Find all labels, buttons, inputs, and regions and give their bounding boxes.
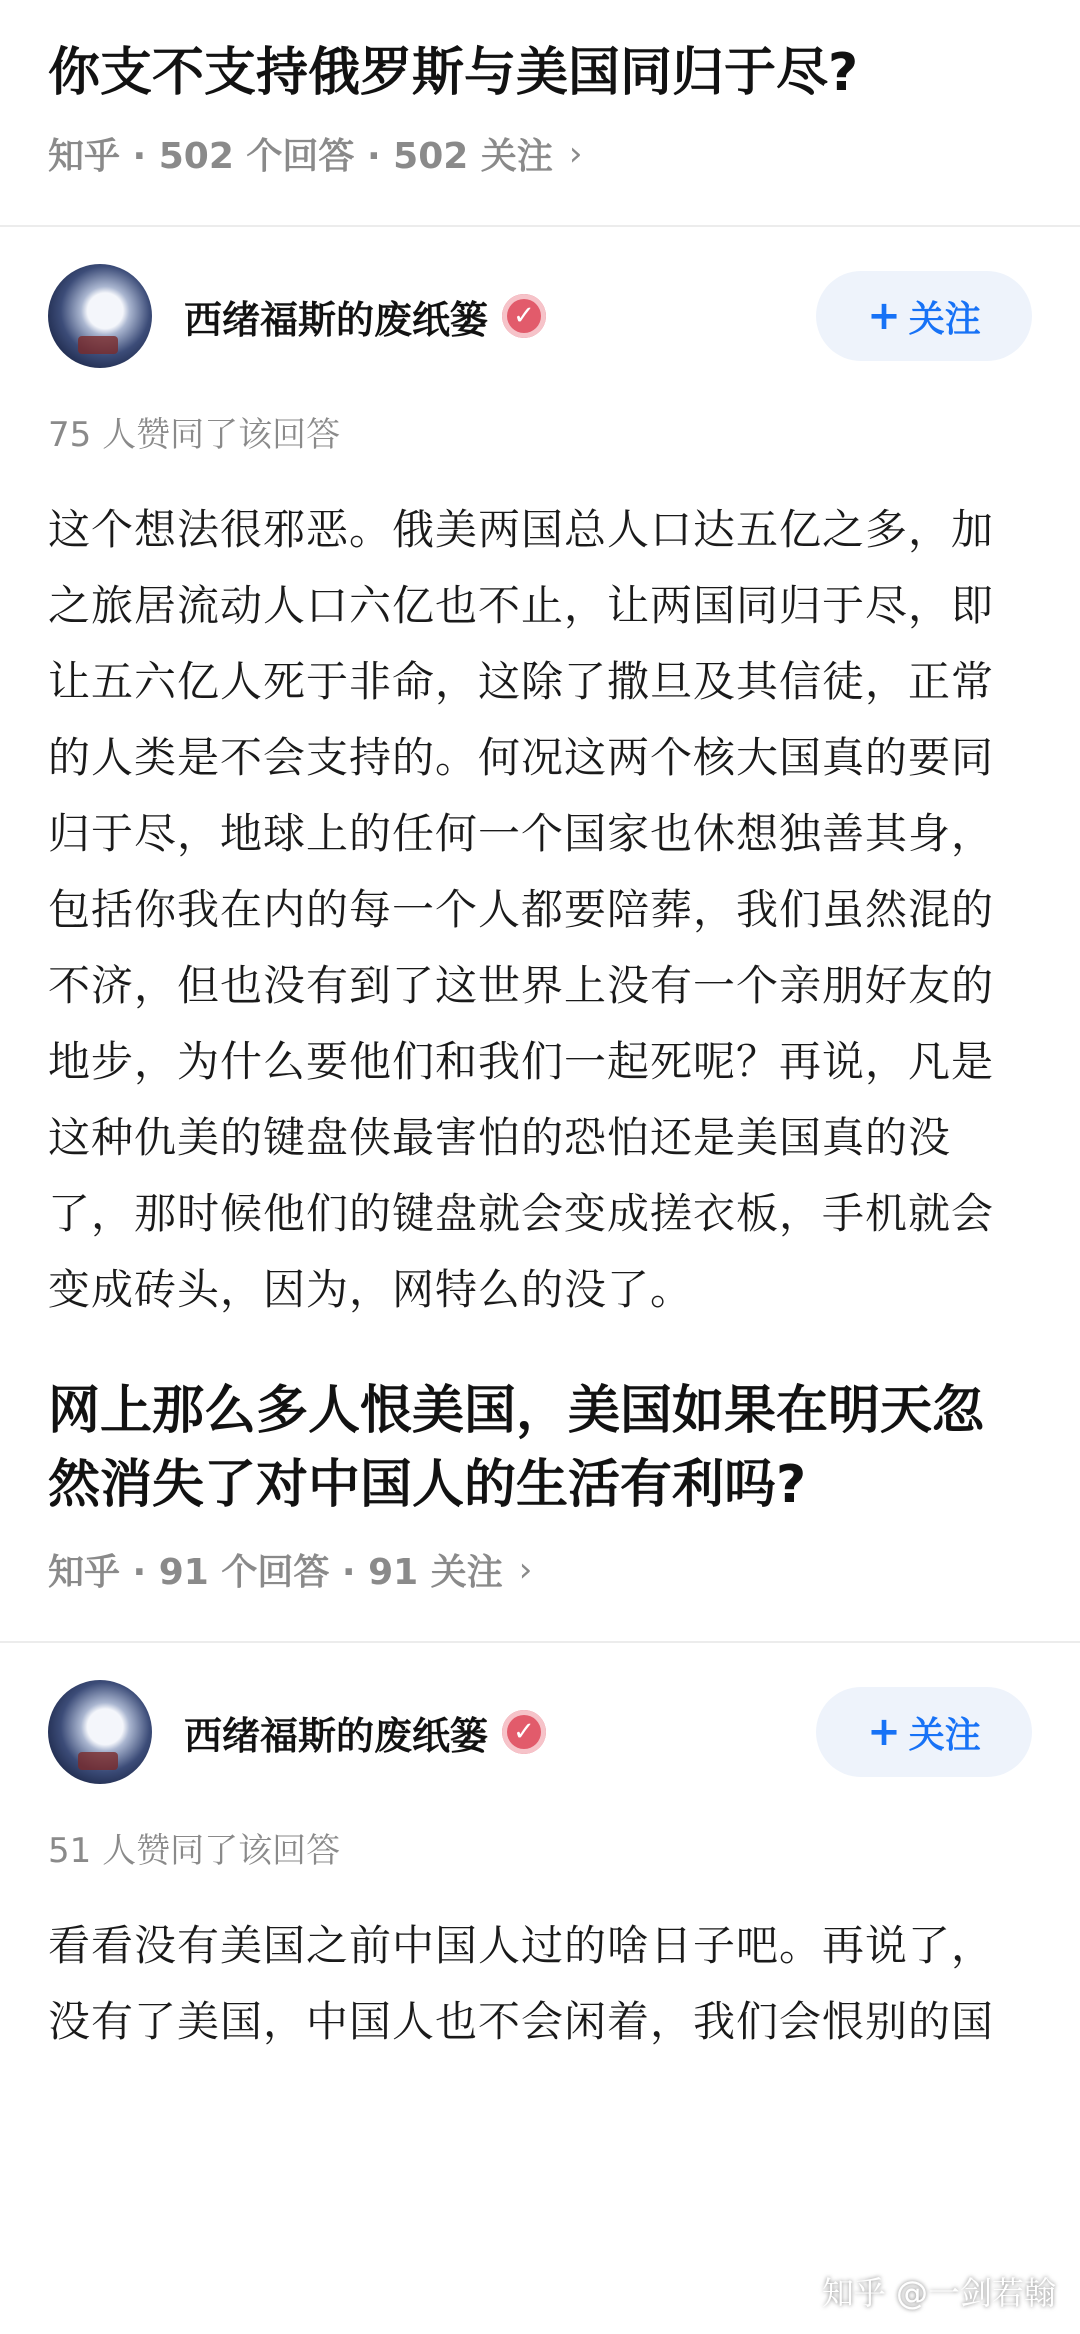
plus-icon: + bbox=[867, 1709, 901, 1755]
verified-badge-icon: ✓ bbox=[502, 1710, 546, 1754]
answer-content[interactable]: 看看没有美国之前中国人过的啥日子吧。再说了，没有了美国，中国人也不会闲着，我们会恨别的国 bbox=[48, 1921, 995, 2046]
follow-label: 关注 bbox=[908, 1714, 981, 1756]
question-card-1[interactable] bbox=[0, 0, 1080, 179]
answer-card-2 bbox=[0, 1643, 1080, 2060]
chevron-right-icon: › bbox=[568, 133, 583, 174]
answer-card-1 bbox=[0, 227, 1080, 1328]
author-name[interactable]: 西绪福斯的废纸篓 bbox=[184, 1713, 489, 1758]
question-meta-text: 知乎 · 91 个回答 · 91 关注 bbox=[48, 1552, 503, 1593]
question-title[interactable]: 网上那么多人恨美国，美国如果在明天忽然消失了对中国人的生活有利吗? bbox=[48, 1381, 985, 1515]
follow-button[interactable] bbox=[816, 271, 1032, 361]
follow-button[interactable] bbox=[816, 1687, 1032, 1777]
chevron-right-icon: › bbox=[518, 1549, 533, 1590]
watermark: 知乎 @一剑若翰 bbox=[821, 2274, 1056, 2312]
question-title[interactable]: 你支不支持俄罗斯与美国同归于尽? bbox=[48, 43, 859, 103]
question-meta[interactable] bbox=[48, 1544, 1032, 1595]
plus-icon: + bbox=[867, 293, 901, 339]
answer-content[interactable]: 这个想法很邪恶。俄美两国总人口达五亿之多，加之旅居流动人口六亿也不止，让两国同归于尽，即让五六亿人死于非命，这除了撒旦及其信徒，正常的人类是不会支持的。何况这两个核大国真的要同归于尽，地球上的任何一个国家也休想独善其身，包括你我在内的每一个人都要陪葬，我们虽然混的不济，但也没有到了这世界上没有一个亲朋好友的地步，为什么要他们和我们一起死呢？再说，凡是这种仇美的键盘侠最害怕的恐怕还是美国真的没了，那时候他们的键盘就会变成搓衣板，手机就会变成砖头，因为，网特么的没了。 bbox=[48, 505, 995, 1314]
question-card-2[interactable] bbox=[0, 1328, 1080, 1595]
author-row bbox=[48, 1677, 1032, 1787]
question-meta[interactable] bbox=[48, 128, 1032, 179]
question-meta-text: 知乎 · 502 个回答 · 502 关注 bbox=[48, 136, 553, 177]
avatar[interactable] bbox=[48, 1680, 152, 1784]
verified-badge-icon: ✓ bbox=[502, 294, 546, 338]
vote-count: 75 人赞同了该回答 bbox=[48, 415, 341, 455]
author-row bbox=[48, 261, 1032, 371]
author-name[interactable]: 西绪福斯的废纸篓 bbox=[184, 297, 489, 342]
follow-label: 关注 bbox=[908, 298, 981, 340]
avatar[interactable] bbox=[48, 264, 152, 368]
vote-count: 51 人赞同了该回答 bbox=[48, 1831, 341, 1871]
